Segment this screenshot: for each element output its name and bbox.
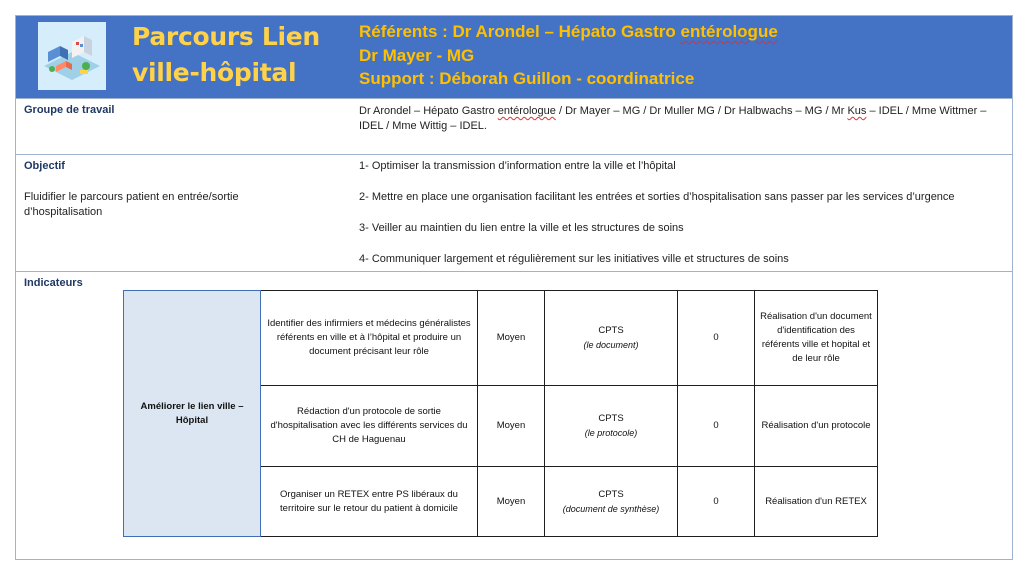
actor-sub: (document de synthèse): [562, 503, 660, 514]
actor-sub: (le document): [583, 340, 639, 350]
city-hospital-illustration-icon: [38, 22, 106, 90]
indicateurs-label: Indicateurs: [24, 277, 83, 289]
header-banner: [16, 16, 1012, 98]
actor-sub: (le protocole): [584, 428, 638, 438]
groupe-text-u2: Kus: [847, 105, 867, 117]
referents-underlined: entérologue: [680, 22, 778, 41]
objectif-item-2: 2- Mettre en place une organisation facilitant les entrées et sorties d’hospitalisation sans passer par les services d’urgence: [359, 191, 955, 203]
value-cell: 0: [678, 386, 755, 467]
support-line: Support : Déborah Guillon - coordinatrice: [359, 69, 695, 88]
objectif-item-1: 1- Optimiser la transmission d’information entre la ville et l’hôpital: [359, 160, 676, 172]
priority-cell: Moyen: [478, 386, 545, 467]
title-line-2: ville-hôpital: [132, 58, 297, 87]
objective-cell: Améliorer le lien ville – Hôpital: [124, 291, 261, 537]
slide-card: [15, 15, 1013, 560]
actor-label: CPTS: [598, 325, 624, 336]
groupe-text-u1: entérologue: [497, 105, 556, 117]
groupe-text: [359, 104, 1005, 134]
value-cell: 0: [678, 467, 755, 537]
table-row: [124, 291, 878, 386]
indicateurs-table: [123, 290, 878, 537]
actor-cell: [545, 291, 678, 386]
priority-cell: Moyen: [478, 291, 545, 386]
actor-label: CPTS: [598, 488, 624, 500]
indicator-cell: Réalisation d'un RETEX: [755, 467, 878, 537]
referents-block: [359, 20, 999, 91]
action-cell: Rédaction d'un protocole de sortie d'hospitalisation avec les différents services du CH de Haguenau: [261, 386, 478, 467]
action-cell: Organiser un RETEX entre PS libéraux du territoire sur le retour du patient à domicile: [261, 467, 478, 537]
title-line-1: Parcours Lien: [132, 22, 320, 51]
value-cell: 0: [678, 291, 755, 386]
objectif-item-3: 3- Veiller au maintien du lien entre la ville et les structures de soins: [359, 222, 684, 234]
referents-prefix: Référents : Dr Arondel – Hépato Gastro: [359, 22, 681, 41]
referents-line: [359, 20, 999, 44]
groupe-row: [16, 98, 1012, 154]
action-cell: Identifier des infirmiers et médecins généralistes référents en ville et à l’hôpital et produire un document précisant leur rôle: [261, 291, 478, 386]
groupe-label: Groupe de travail: [24, 104, 115, 116]
actor-label: CPTS: [598, 413, 624, 424]
priority-cell: Moyen: [478, 467, 545, 537]
referent-2: Dr Mayer - MG: [359, 45, 475, 65]
objectif-label: Objectif: [24, 160, 65, 172]
groupe-text-3: – IDEL / Mme Wittmer – IDEL / Mme Wittig – IDEL.: [359, 105, 987, 132]
objectif-row: [16, 154, 1012, 271]
objectif-item-4: 4- Communiquer largement et régulièrement sur les initiatives ville et structures de soins: [359, 253, 789, 265]
groupe-text-1: Dr Arondel – Hépato Gastro: [359, 105, 498, 117]
actor-cell: [545, 467, 678, 537]
indicator-cell: Réalisation d'un document d'identification des référents ville et hopital et de leur rôle: [755, 291, 878, 386]
indicator-cell: Réalisation d'un protocole: [755, 386, 878, 467]
page-title: [132, 19, 332, 91]
groupe-text-2: / Dr Mayer – MG / Dr Muller MG / Dr Halbwachs – MG / Mr: [555, 105, 848, 117]
actor-cell: [545, 386, 678, 467]
objectif-description: Fluidifier le parcours patient en entrée/sortie d’hospitalisation: [24, 191, 239, 218]
